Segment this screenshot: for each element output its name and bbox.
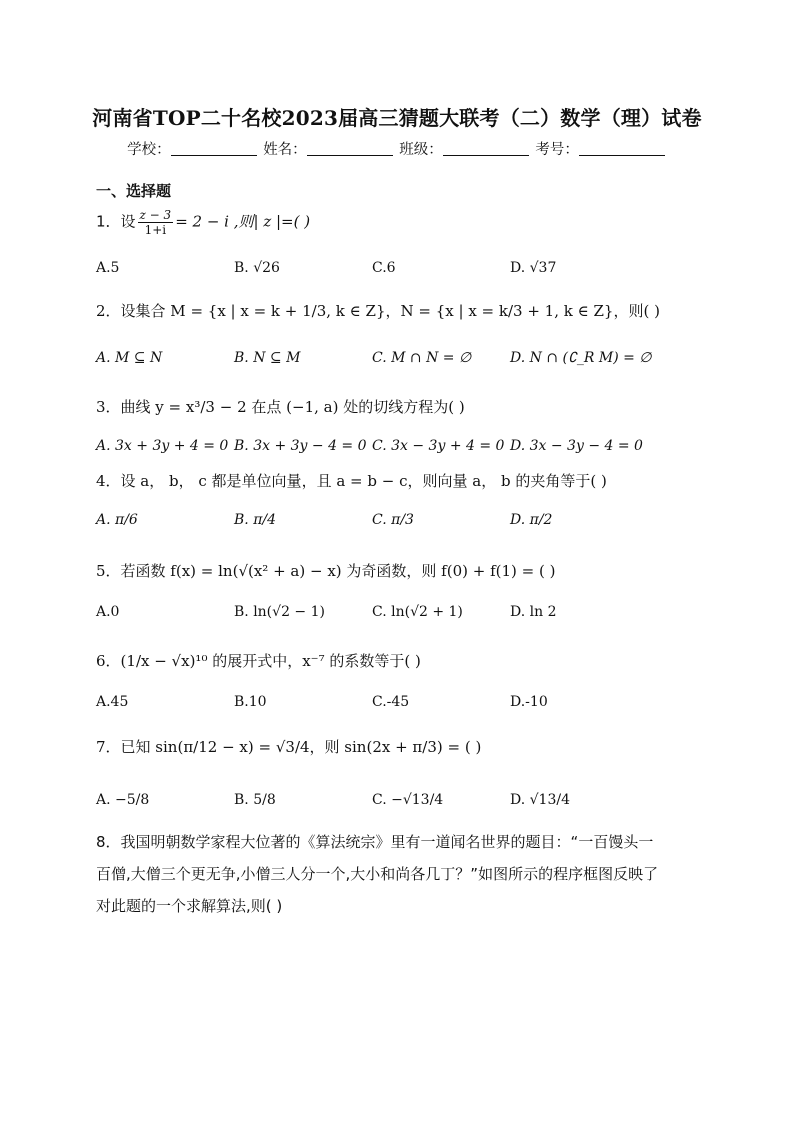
q4-option-c: C. π/3 <box>372 512 414 528</box>
q7-option-c: C. −√13/4 <box>372 792 444 808</box>
q3-option-b: B. 3x + 3y − 4 = 0 <box>234 438 367 454</box>
q4-option-a: A. π/6 <box>96 512 138 528</box>
question-1 <box>96 208 310 237</box>
q5-option-c: C. ln(√2 + 1) <box>372 604 463 620</box>
q5-option-a: A.0 <box>96 604 120 620</box>
question-8 <box>96 826 700 922</box>
q7-option-b: B. 5/8 <box>234 792 276 808</box>
q2-option-a: A. M ⊆ N <box>96 350 163 366</box>
q5-option-b: B. ln(√2 − 1) <box>234 604 325 620</box>
q5-option-d: D. ln 2 <box>510 604 557 620</box>
page-title: 河南省TOP二十名校2023届高三猜题大联考（二）数学（理）试卷 <box>92 106 702 130</box>
q1-option-d: D. √37 <box>510 260 557 276</box>
class-blank <box>443 141 529 156</box>
q8-line-1: 8．我国明朝数学家程大位著的《算法统宗》里有一道闻名世界的题目：“一百馒头一 <box>96 833 654 851</box>
q6-option-b: B.10 <box>234 694 267 710</box>
q1-rest: = 2 − i ,则| z |=( ) <box>175 212 311 231</box>
q7-option-d: D. √13/4 <box>510 792 570 808</box>
class-label: 班级： <box>399 142 443 158</box>
q3-option-d: D. 3x − 3y − 4 = 0 <box>510 438 643 454</box>
q1-option-b: B. √26 <box>234 260 280 276</box>
question-5: 5．若函数 f(x) = ln(√(x² + a) − x) 为奇函数，则 f(0) + f(1) = ( ) <box>96 562 556 580</box>
q6-option-c: C.-45 <box>372 694 410 710</box>
school-label: 学校： <box>127 142 171 158</box>
q2-option-c: C. M ∩ N = ∅ <box>372 350 472 366</box>
number-blank <box>579 141 665 156</box>
q1-option-c: C.6 <box>372 260 396 276</box>
q8-line-2: 百僧,大僧三个更无争,小僧三人分一个,大小和尚各几丁？”如图所示的程序框图反映了 <box>96 865 659 883</box>
q4-option-b: B. π/4 <box>234 512 277 528</box>
student-info-line <box>0 138 794 159</box>
question-3: 3．曲线 y = x³/3 − 2 在点 (−1, a) 处的切线方程为( ) <box>96 398 465 416</box>
name-label: 姓名： <box>263 142 307 158</box>
q2-option-d: D. N ∩ (∁_R M) = ∅ <box>510 350 652 366</box>
q6-option-a: A.45 <box>96 694 129 710</box>
q1-number: 1．设 <box>96 212 136 231</box>
school-blank <box>171 141 257 156</box>
number-label: 考号： <box>535 142 579 158</box>
q6-option-d: D.-10 <box>510 694 548 710</box>
question-4: 4．设 a， b， c 都是单位向量，且 a = b − c，则向量 a， b 的夹角等于( ) <box>96 472 607 490</box>
q2-option-b: B. N ⊆ M <box>234 350 301 366</box>
q3-option-a: A. 3x + 3y + 4 = 0 <box>96 438 229 454</box>
q1-option-a: A.5 <box>96 260 120 276</box>
question-6: 6．(1/x − √x)¹⁰ 的展开式中，x⁻⁷ 的系数等于( ) <box>96 652 421 670</box>
q8-line-3: 对此题的一个求解算法,则( ) <box>96 897 283 915</box>
name-blank <box>307 141 393 156</box>
section-heading: 一、选择题 <box>96 182 172 200</box>
q3-option-c: C. 3x − 3y + 4 = 0 <box>372 438 505 454</box>
q4-option-d: D. π/2 <box>510 512 553 528</box>
question-7: 7．已知 sin(π/12 − x) = √3/4，则 sin(2x + π/3) = ( ) <box>96 738 482 756</box>
q7-option-a: A. −5/8 <box>96 792 150 808</box>
q1-fraction: $\frac{z - 3}{1+i}$ <box>139 208 172 237</box>
question-2: 2．设集合 M = {x | x = k + 1/3, k ∈ Z}，N = {x | x = k/3 + 1, k ∈ Z}，则( ) <box>96 302 660 320</box>
